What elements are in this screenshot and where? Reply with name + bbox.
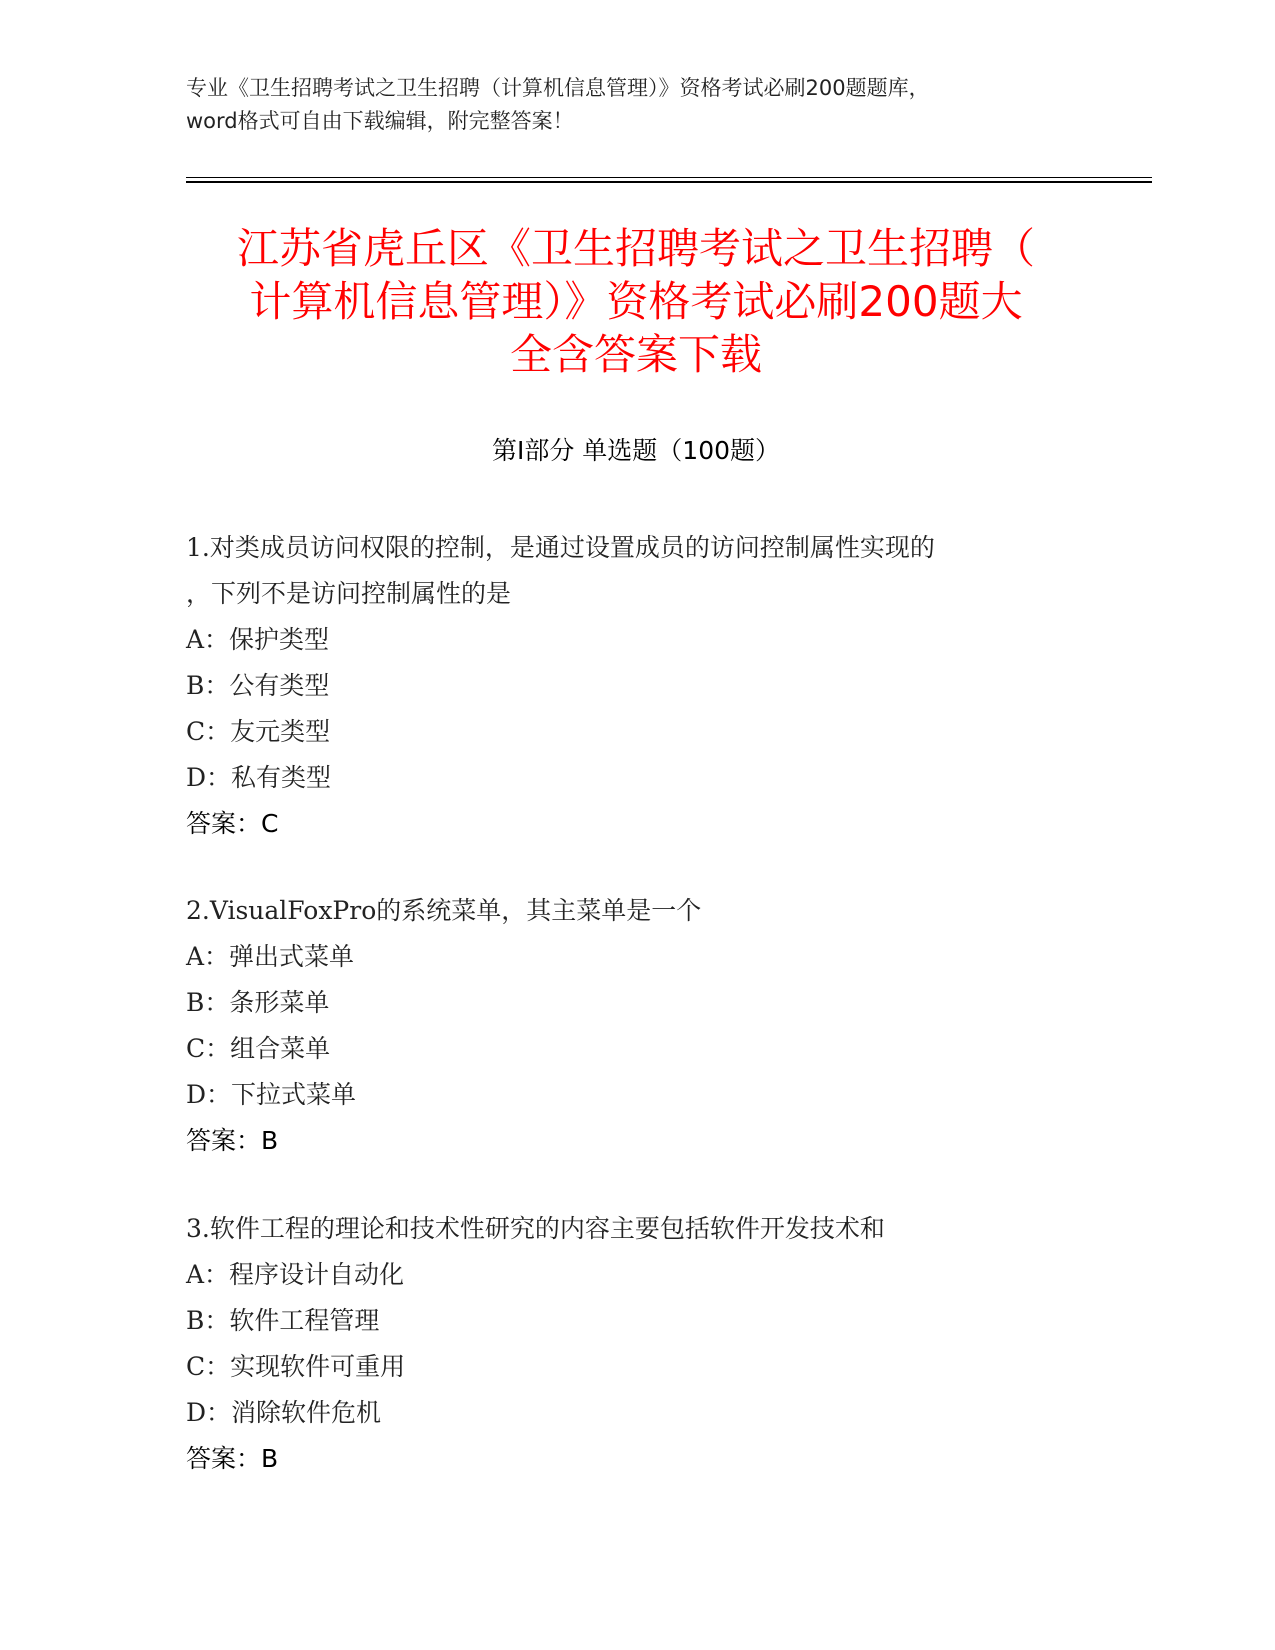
document-title-line-3: 全含答案下载: [509, 330, 762, 379]
question-stem: 3.软件工程的理论和技术性研究的内容主要包括软件开发技术和: [186, 1214, 885, 1243]
section-title: 第I部分 单选题（100题）: [491, 436, 781, 465]
header-note-line-2: word格式可自由下载编辑，附完整答案！: [186, 109, 574, 133]
document-title-line-2: 计算机信息管理）》资格考试必刷200题大: [249, 277, 1023, 326]
answer: 答案：B: [186, 1126, 279, 1155]
option-c: C：友元类型: [186, 717, 331, 746]
question-1: [186, 525, 1086, 847]
question-stem: 2.VisualFoxPro的系统菜单，其主菜单是一个: [186, 896, 702, 925]
header-note-line-1: 专业《卫生招聘考试之卫生招聘（计算机信息管理）》资格考试必刷200题题库，: [186, 76, 930, 100]
document-title-line-1: 江苏省虎丘区《卫生招聘考试之卫生招聘（: [236, 224, 1035, 273]
option-d: D：私有类型: [186, 763, 332, 792]
question-2: [186, 888, 1086, 1164]
answer: 答案：B: [186, 1444, 279, 1473]
option-c: C：组合菜单: [186, 1034, 331, 1063]
option-b: B：条形菜单: [186, 988, 330, 1017]
option-b: B：软件工程管理: [186, 1306, 380, 1335]
option-a: A：弹出式菜单: [186, 942, 355, 971]
option-d: D：消除软件危机: [186, 1398, 382, 1427]
question-stem-continued: ，下列不是访问控制属性的是: [186, 579, 512, 608]
option-c: C：实现软件可重用: [186, 1352, 406, 1381]
document-title: [186, 222, 1086, 381]
option-b: B：公有类型: [186, 671, 330, 700]
option-a: A：保护类型: [186, 625, 330, 654]
header-divider-thin: [186, 177, 1152, 178]
question-stem: 1.对类成员访问权限的控制，是通过设置成员的访问控制属性实现的: [186, 533, 935, 562]
option-d: D：下拉式菜单: [186, 1080, 357, 1109]
header-note: [186, 72, 1096, 138]
option-a: A：程序设计自动化: [186, 1260, 405, 1289]
question-3: [186, 1206, 1086, 1482]
answer: 答案：C: [186, 809, 279, 838]
header-divider-thick: [186, 181, 1152, 183]
